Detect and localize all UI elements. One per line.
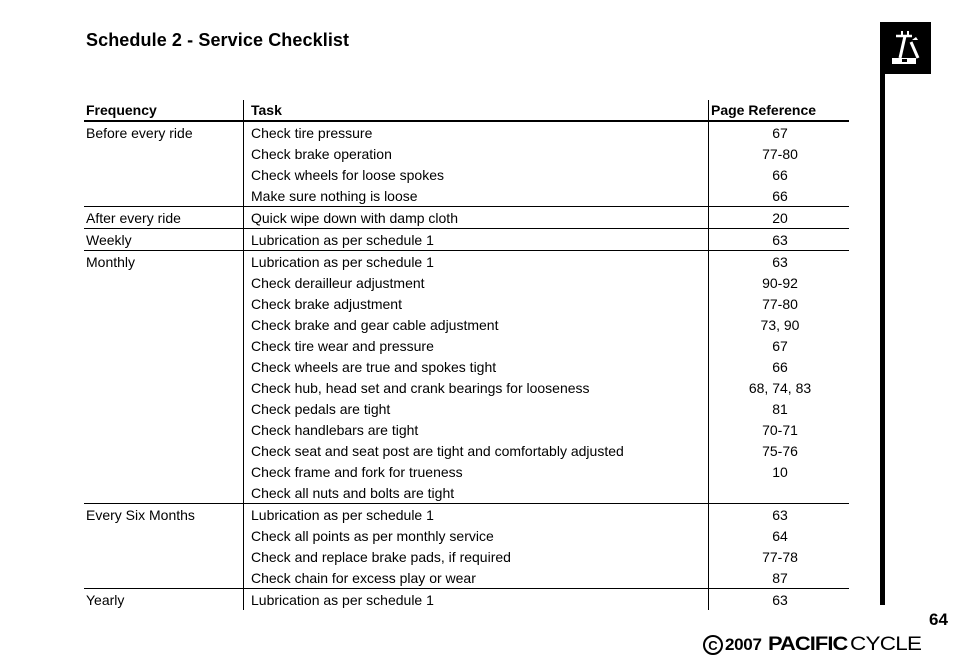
side-margin-bar: [880, 74, 885, 605]
page-number: 64: [929, 610, 948, 629]
cell-task: Lubrication as per schedule 1: [244, 251, 709, 273]
cell-frequency: [84, 356, 244, 377]
column-header-page-reference: Page Reference: [709, 100, 850, 121]
cell-page-reference: 66: [709, 356, 850, 377]
cell-page-reference: 68, 74, 83: [709, 377, 850, 398]
table-row: [84, 207, 849, 229]
footer-copyright: [703, 632, 921, 658]
copyright-year: 2007: [725, 635, 762, 654]
cell-task: Check all nuts and bolts are tight: [244, 482, 709, 504]
table-row: [84, 461, 849, 482]
cell-page-reference: 66: [709, 185, 850, 207]
cell-page-reference: 77-80: [709, 143, 850, 164]
cell-task: Make sure nothing is loose: [244, 185, 709, 207]
table-row: [84, 398, 849, 419]
cell-task: Lubrication as per schedule 1: [244, 504, 709, 526]
table-row: [84, 314, 849, 335]
cell-frequency: Yearly: [84, 589, 244, 611]
table-row: [84, 164, 849, 185]
table-row: [84, 440, 849, 461]
table-row: [84, 143, 849, 164]
cell-page-reference: 75-76: [709, 440, 850, 461]
cell-page-reference: 90-92: [709, 272, 850, 293]
cell-frequency: [84, 293, 244, 314]
cell-frequency: [84, 546, 244, 567]
cell-frequency: After every ride: [84, 207, 244, 229]
table-row: [84, 185, 849, 207]
cell-frequency: [84, 525, 244, 546]
table-row: [84, 419, 849, 440]
cell-frequency: [84, 143, 244, 164]
cell-task: Check hub, head set and crank bearings for looseness: [244, 377, 709, 398]
cell-task: Quick wipe down with damp cloth: [244, 207, 709, 229]
cell-page-reference: 63: [709, 589, 850, 611]
cell-frequency: [84, 482, 244, 504]
brand-name-light: CYCLE: [849, 634, 921, 655]
cell-task: Check brake and gear cable adjustment: [244, 314, 709, 335]
cell-frequency: [84, 272, 244, 293]
cell-frequency: [84, 335, 244, 356]
copyright-icon: C: [703, 635, 723, 655]
table-row: [84, 121, 849, 143]
section-tab: [880, 22, 931, 74]
table-row: [84, 546, 849, 567]
cell-frequency: [84, 185, 244, 207]
cell-page-reference: 63: [709, 251, 850, 273]
cell-frequency: Before every ride: [86, 124, 193, 141]
cell-page-reference: 63: [709, 229, 850, 251]
cell-task: Lubrication as per schedule 1: [244, 229, 709, 251]
cell-task: Lubrication as per schedule 1: [244, 589, 709, 611]
cell-page-reference: 81: [709, 398, 850, 419]
table-row: [84, 251, 849, 273]
cell-task: Check pedals are tight: [244, 398, 709, 419]
cell-page-reference: 73, 90: [709, 314, 850, 335]
cell-frequency: [84, 377, 244, 398]
table-row: [84, 229, 849, 251]
table-row: [84, 482, 849, 504]
cell-page-reference: 67: [709, 121, 850, 143]
cell-frequency: [84, 567, 244, 589]
cell-task: Check tire wear and pressure: [244, 335, 709, 356]
column-header-task: Task: [244, 100, 709, 121]
cell-frequency: [84, 164, 244, 185]
table-row: [84, 335, 849, 356]
cell-page-reference: 87: [709, 567, 850, 589]
bicycle-tool-icon: [890, 28, 922, 68]
cell-task: Check tire pressure: [244, 121, 709, 143]
cell-page-reference: 63: [709, 504, 850, 526]
table-row: [84, 567, 849, 589]
cell-task: Check and replace brake pads, if required: [244, 546, 709, 567]
cell-task: Check frame and fork for trueness: [244, 461, 709, 482]
cell-task: Check brake adjustment: [244, 293, 709, 314]
cell-page-reference: 66: [709, 164, 850, 185]
cell-task: Check seat and seat post are tight and comfortably adjusted: [244, 440, 709, 461]
column-header-frequency: Frequency: [84, 100, 244, 121]
cell-page-reference: 64: [709, 525, 850, 546]
table-row: [84, 589, 849, 611]
cell-frequency: [84, 314, 244, 335]
cell-task: Check all points as per monthly service: [244, 525, 709, 546]
cell-frequency: [84, 398, 244, 419]
cell-frequency: [84, 440, 244, 461]
cell-page-reference: 70-71: [709, 419, 850, 440]
cell-task: Check wheels are true and spokes tight: [244, 356, 709, 377]
table-row: [84, 377, 849, 398]
cell-frequency: Every Six Months: [84, 504, 244, 526]
cell-frequency: Monthly: [84, 251, 244, 273]
page-title: Schedule 2 - Service Checklist: [86, 30, 350, 50]
brand-name-bold: PACIFIC: [767, 634, 847, 655]
cell-page-reference: 67: [709, 335, 850, 356]
cell-task: Check handlebars are tight: [244, 419, 709, 440]
table-row: [84, 356, 849, 377]
cell-task: Check chain for excess play or wear: [244, 567, 709, 589]
table-row: [84, 293, 849, 314]
table-row: [84, 525, 849, 546]
cell-task: Check brake operation: [244, 143, 709, 164]
cell-frequency: [84, 461, 244, 482]
cell-page-reference: [709, 482, 850, 504]
cell-page-reference: 20: [709, 207, 850, 229]
cell-page-reference: 77-80: [709, 293, 850, 314]
cell-frequency: [84, 419, 244, 440]
table-row: [84, 504, 849, 526]
cell-frequency: Weekly: [84, 229, 244, 251]
cell-page-reference: 77-78: [709, 546, 850, 567]
service-checklist-table: [84, 100, 849, 610]
cell-task: Check wheels for loose spokes: [244, 164, 709, 185]
cell-page-reference: 10: [709, 461, 850, 482]
cell-task: Check derailleur adjustment: [244, 272, 709, 293]
table-header-row: [84, 100, 849, 121]
table-row: [84, 272, 849, 293]
